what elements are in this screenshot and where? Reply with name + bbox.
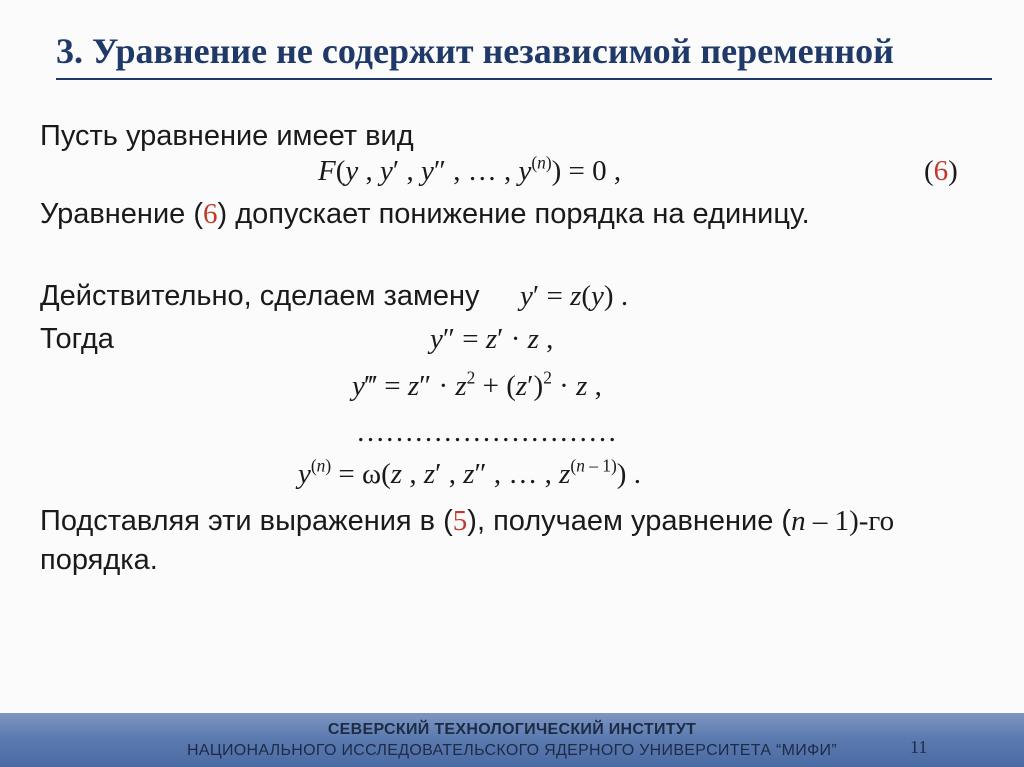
formula-second-derivative: y″ = z′ · z , — [430, 323, 554, 355]
footer-band — [0, 713, 1024, 767]
intro-text: Пусть уравнение имеет вид — [40, 120, 414, 152]
equation-number: (6) — [924, 155, 958, 187]
substitution-text: Действительно, сделаем замену — [40, 280, 480, 312]
sentence-reduction-ref: 6 — [202, 198, 218, 230]
conclusion-b: ), получаем уравнение ( — [467, 505, 792, 537]
conclusion-ref: 5 — [452, 505, 468, 537]
footer-university: НАЦИОНАЛЬНОГО ИССЛЕДОВАТЕЛЬСКОГО ЯДЕРНОГО УНИВЕРСИТЕТА “МИФИ” — [187, 742, 837, 759]
title-underline — [56, 78, 992, 80]
formula-nth-derivative: $y^{(n)} = \omega(z$ , z′ , z″ , … , $z^{(n - 1)}$) . — [298, 455, 641, 490]
sentence-reduction-b: ) допускает понижение порядка на единицу. — [217, 198, 810, 230]
substitution-formula: y′ = z(y) . — [520, 280, 629, 312]
conclusion-n: n — [791, 505, 806, 537]
conclusion-line-1 — [40, 507, 894, 536]
slide-title: 3. Уравнение не содержит независимой переменной — [56, 31, 894, 71]
page-number: 11 — [910, 737, 928, 757]
sentence-reduction — [40, 200, 810, 229]
footer-institute: СЕВЕРСКИЙ ТЕХНОЛОГИЧЕСКИЙ ИНСТИТУТ — [327, 721, 697, 738]
then-text: Тогда — [40, 323, 114, 355]
equation-6: F(y , y′ , y″ , … , $y^{(n)}) = 0$ , — [318, 152, 622, 187]
sentence-reduction-a: Уравнение ( — [40, 198, 203, 230]
conclusion-line-2: порядка. — [40, 544, 158, 576]
formula-third-derivative: y‴ = $z'' \cdot z^2 + (z')^2 \cdot z$ , — [352, 367, 602, 402]
conclusion-c: – 1)-го — [805, 505, 895, 537]
dots-row: ……………………… — [356, 416, 617, 448]
conclusion-a: Подставляя эти выражения в ( — [40, 505, 453, 537]
equation-number-value: 6 — [933, 155, 949, 187]
